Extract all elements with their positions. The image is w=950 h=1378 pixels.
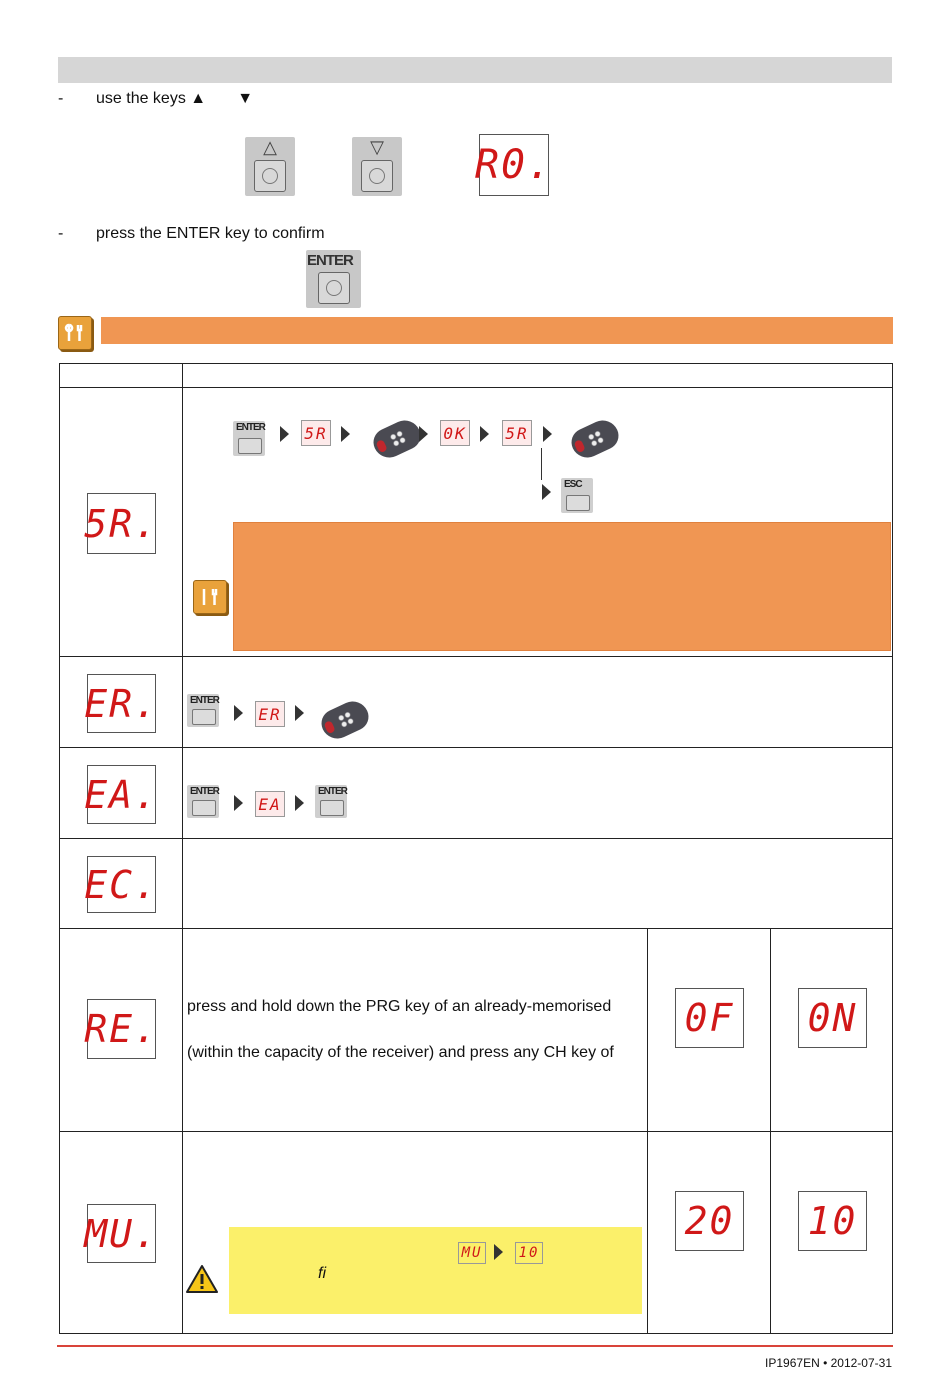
tools-icon xyxy=(193,580,227,614)
display-code-sr: 5R. xyxy=(87,493,156,554)
table-row-value-b xyxy=(770,928,893,1132)
instruction-text-1: use the keys ▲ ▼ xyxy=(96,90,254,107)
re-description-line-2: (within the capacity of the receiver) and press any CH key of xyxy=(187,1044,614,1061)
caution-note-box xyxy=(229,1227,642,1314)
table-header-code xyxy=(59,363,183,388)
table-row-value-a xyxy=(647,1131,771,1334)
display-value-of: 0F xyxy=(675,988,744,1048)
warning-triangle-icon xyxy=(185,1264,219,1299)
instruction-dash-2: - xyxy=(58,225,64,242)
footer-rule xyxy=(57,1345,893,1347)
note-fragment: fi xyxy=(318,1265,326,1282)
warning-box xyxy=(233,522,891,651)
table-row xyxy=(59,928,183,1132)
down-key-button[interactable] xyxy=(352,137,402,196)
arrow-icon xyxy=(295,795,304,811)
esc-mini-key: ESC xyxy=(561,478,593,513)
enter-key-button[interactable] xyxy=(306,250,361,308)
enter-mini-key: ENTER xyxy=(233,421,265,456)
re-description-line-1: press and hold down the PRG key of an already-memorised xyxy=(187,998,612,1015)
arrow-icon xyxy=(234,705,243,721)
remote-control-icon xyxy=(567,415,623,462)
instruction-dash-1: - xyxy=(58,90,64,107)
table-row xyxy=(59,1131,183,1334)
display-sr-small: 5R xyxy=(502,420,532,446)
display-code-mu: MU. xyxy=(87,1204,156,1263)
display-er-small: ER xyxy=(255,701,285,727)
table-row xyxy=(59,656,183,748)
display-value-on: 0N xyxy=(798,988,867,1048)
display-value-10: 10 xyxy=(798,1191,867,1251)
table-row-value-a xyxy=(647,928,771,1132)
down-arrow-icon: ▽ xyxy=(370,137,384,157)
arrow-icon xyxy=(480,426,489,442)
branch-line xyxy=(541,448,542,480)
display-r0: R0. xyxy=(479,134,549,196)
display-mu-small: MU xyxy=(458,1242,486,1264)
table-row xyxy=(59,838,183,929)
table-header-desc xyxy=(182,363,893,388)
table-row-desc xyxy=(182,928,648,1132)
arrow-icon xyxy=(494,1244,503,1260)
display-ea-small: EA xyxy=(255,791,285,817)
display-10-small: 10 xyxy=(515,1242,543,1264)
display-code-ec: EC. xyxy=(87,856,156,913)
arrow-icon xyxy=(234,795,243,811)
display-code-er: ER. xyxy=(87,674,156,733)
tools-icon xyxy=(58,316,92,350)
table-row-desc xyxy=(182,747,893,839)
arrow-icon xyxy=(543,426,552,442)
table-row xyxy=(59,747,183,839)
footer-doc-id: IP1967EN • 2012-07-31 xyxy=(765,1356,892,1370)
display-code-re: RE. xyxy=(87,999,156,1059)
remote-control-icon xyxy=(369,415,425,462)
enter-mini-key: ENTER xyxy=(187,785,219,818)
section-title-bar xyxy=(101,317,893,344)
arrow-icon xyxy=(280,426,289,442)
section-header-bar xyxy=(58,57,892,83)
table-row-desc xyxy=(182,838,893,929)
arrow-icon xyxy=(295,705,304,721)
display-code-ea: EA. xyxy=(87,765,156,824)
table-row-value-b xyxy=(770,1131,893,1334)
display-ok-small: 0K xyxy=(440,420,470,446)
arrow-icon xyxy=(419,426,428,442)
up-key-button[interactable] xyxy=(245,137,295,196)
arrow-icon xyxy=(341,426,350,442)
display-value-20: 20 xyxy=(675,1191,744,1251)
arrow-icon xyxy=(542,484,551,500)
table-row-desc xyxy=(182,656,893,748)
table-row-desc xyxy=(182,1131,648,1334)
table-row-desc xyxy=(182,387,893,657)
enter-key-label: ENTER xyxy=(307,252,353,269)
enter-mini-key: ENTER xyxy=(187,694,219,727)
enter-mini-key: ENTER xyxy=(315,785,347,818)
display-sr-small: 5R xyxy=(301,420,331,446)
up-arrow-icon: △ xyxy=(263,137,277,157)
instruction-text-2: press the ENTER key to confirm xyxy=(96,225,325,242)
remote-control-icon xyxy=(317,696,373,743)
table-row xyxy=(59,387,183,657)
